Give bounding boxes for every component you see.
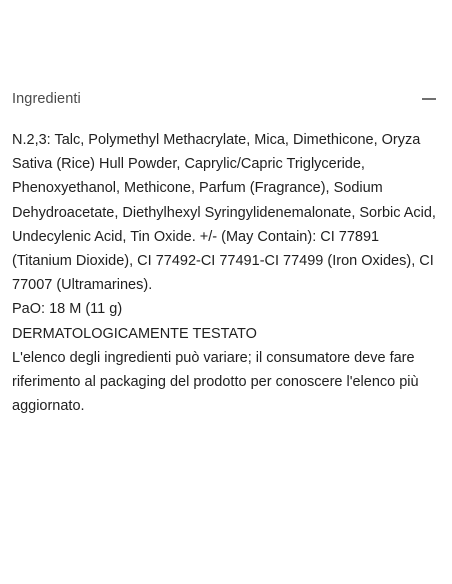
pao-label: PaO: xyxy=(12,301,46,318)
minus-icon[interactable] xyxy=(421,91,437,107)
ingredients-label: N.2,3: xyxy=(12,132,51,148)
pao-value: 18 M (11 g) xyxy=(45,301,123,318)
minus-icon-svg xyxy=(421,91,437,107)
accordion-content xyxy=(12,128,437,418)
accordion-title: Ingredienti xyxy=(12,91,81,107)
ingredients-list xyxy=(12,128,437,297)
pao-info xyxy=(12,297,437,321)
accordion-header-ingredients[interactable] xyxy=(12,84,437,114)
ingredients-text: Talc, Polymethyl Methacrylate, Mica, Dimethicone, Oryza Sativa (Rice) Hull Powder, Caprylic/Capric Triglyceride, Phenoxyethanol, Methicone, Parfum (Fragrance), Sodium Dehydroacetate, Diethylhexyl Syringylidenemalonate, Sorbic Acid, Undecylenic Acid, Tin Oxide. +/- (May Contain): CI 77891 (Titanium Dioxide), CI 77492-CI 77491-CI 77499 (Iron Oxides), CI 77007 (Ultramarines). xyxy=(12,132,436,294)
dermatologically-tested-note: DERMATOLOGICAMENTE TESTATO xyxy=(12,325,257,342)
ingredients-disclaimer: L'elenco degli ingredienti può variare; il consumatore deve fare riferimento al packaging del prodotto per conoscere l'elenco più aggiornato. xyxy=(12,349,419,415)
